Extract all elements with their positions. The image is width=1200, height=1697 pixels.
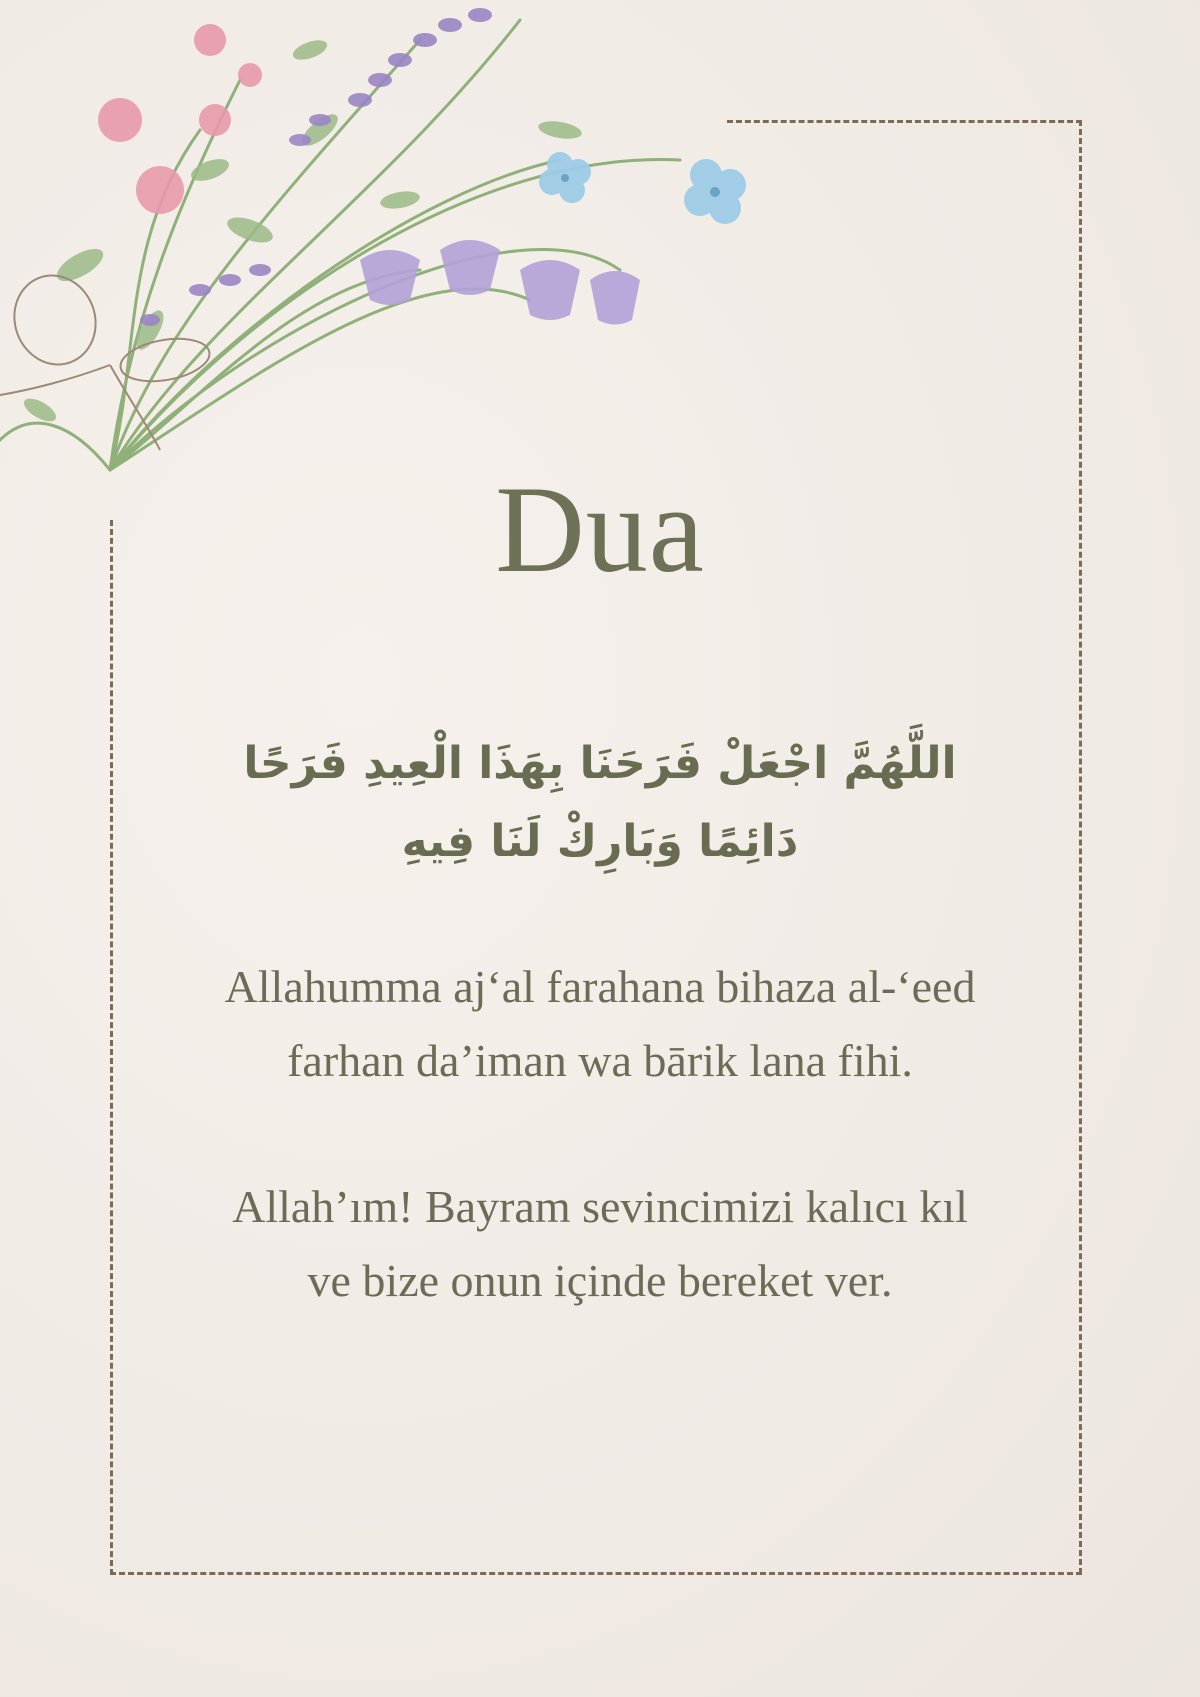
translation-text <box>150 1170 1050 1318</box>
flower-bouquet-illustration <box>0 0 780 480</box>
arabic-prayer <box>200 725 1000 881</box>
frame-border-right <box>1079 120 1082 1574</box>
arabic-line: اللَّهُمَّ اجْعَلْ فَرَحَنَا بِهَذَا الْعِيدِ فَرَحًا <box>243 738 957 789</box>
page-title: Dua <box>495 461 705 598</box>
frame-border-bottom <box>110 1572 1082 1575</box>
frame-border-top <box>727 120 1082 123</box>
translation-line: ve bize onun içinde bereket ver. <box>307 1255 893 1306</box>
transliteration-line: farhan da’iman wa bārik lana fihi. <box>287 1035 913 1086</box>
translation-line: Allah’ım! Bayram sevincimizi kalıcı kıl <box>232 1181 968 1232</box>
arabic-line: دَائِمًا وَبَارِكْ لَنَا فِيهِ <box>401 816 799 867</box>
frame-border-left <box>110 520 113 1575</box>
transliteration-line: Allahumma aj‘al farahana bihaza al-‘eed <box>224 961 976 1012</box>
transliteration-text <box>150 950 1050 1098</box>
